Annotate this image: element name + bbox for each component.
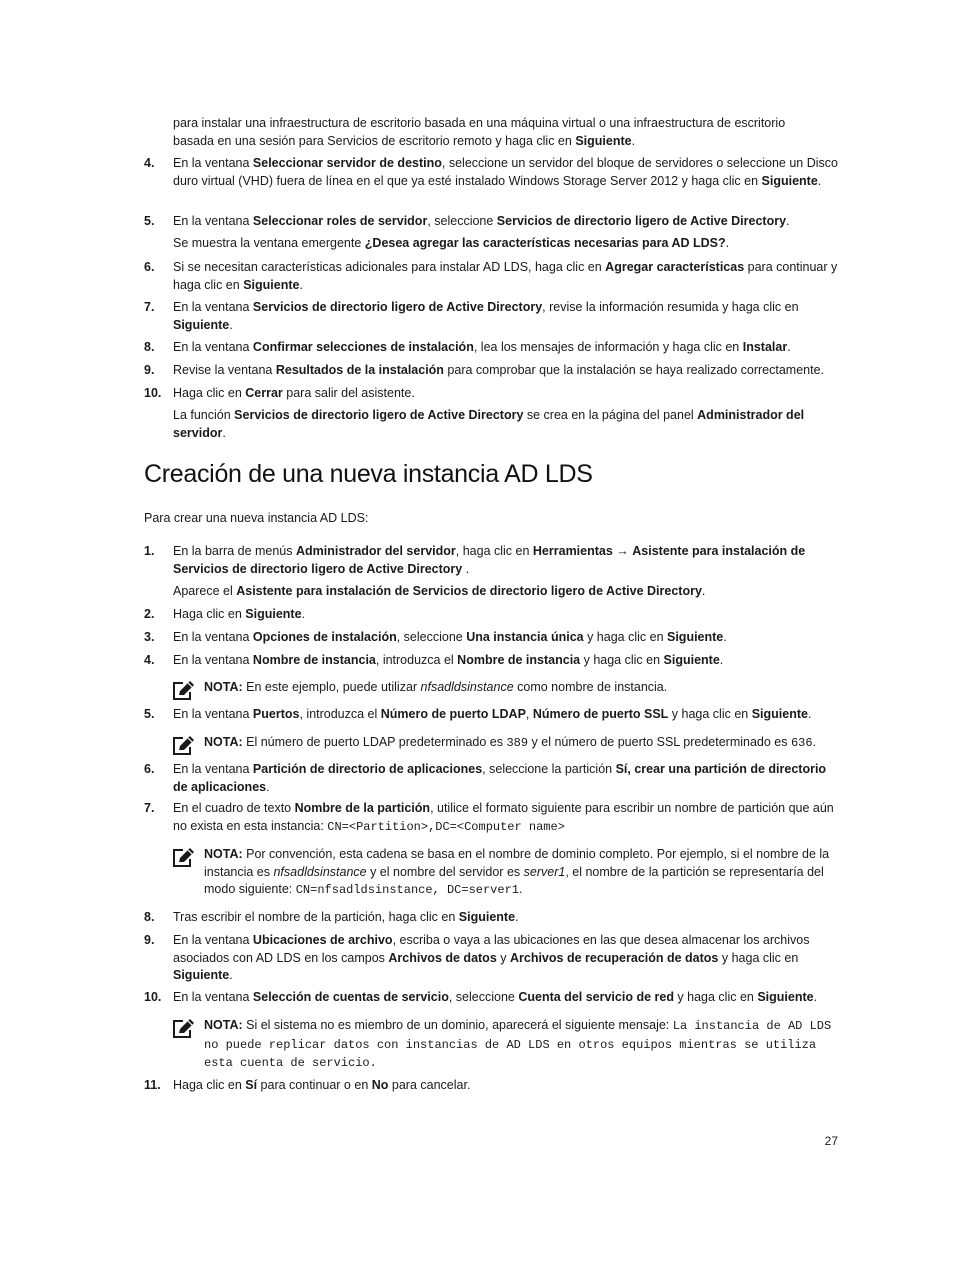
text: Haga clic en — [173, 1078, 246, 1092]
list-number: 4. — [144, 156, 155, 170]
bold-text: Archivos de datos — [388, 950, 497, 965]
bold-text: Siguiente — [245, 607, 302, 621]
list-number: 2. — [144, 607, 155, 621]
text: , seleccione — [396, 630, 467, 644]
bold-text: Selección de cuentas de servicio — [252, 990, 449, 1004]
list-number: 11. — [144, 1078, 161, 1092]
list-number: 9. — [144, 363, 155, 377]
text: , seleccione la partición — [482, 762, 616, 776]
italic-text: nfsadldsinstance — [420, 680, 514, 694]
text: , seleccione — [448, 990, 519, 1004]
text: como nombre de instancia. — [513, 680, 668, 694]
code-text: 389 — [506, 736, 529, 750]
text: La función — [173, 408, 235, 422]
bold-text: Agregar características — [605, 260, 745, 274]
bold-text: Siguiente — [458, 910, 516, 924]
bold-text: Seleccionar servidor de destino — [252, 156, 442, 170]
bold-text: Número de puerto SSL — [532, 707, 669, 721]
bold-text: Siguiente — [173, 317, 230, 332]
text: Haga clic en — [173, 607, 246, 621]
text: En la ventana — [173, 707, 253, 721]
text: y — [496, 950, 510, 965]
note-text — [204, 679, 843, 697]
text: En la barra de menús — [173, 544, 296, 558]
list-number: 5. — [144, 214, 155, 228]
text: y el número de puerto SSL predeterminado es — [528, 735, 791, 749]
list-item-text — [173, 629, 844, 647]
code-text: CN=<Partition>,DC=<Computer name> — [327, 819, 565, 834]
intro-line-1: para instalar una infraestructura de escritorio basada en una máquina virtual o una infraestructura de escritorio — [173, 116, 786, 130]
text: , lea los mensajes de información y haga clic en — [473, 340, 743, 354]
bold-text: Una instancia única — [466, 630, 584, 644]
bold-text: NOTA: — [204, 1018, 243, 1032]
text: En este ejemplo, puede utilizar — [242, 680, 421, 694]
bold-text: Asistente para instalación de Servicios de directorio ligero de Active Directory — [236, 584, 702, 598]
bold-text: Seleccionar roles de servidor — [252, 214, 428, 228]
list-number: 5. — [144, 707, 155, 721]
list-item-text — [173, 155, 844, 190]
list-number: 7. — [144, 801, 155, 815]
list-item-text — [173, 235, 844, 253]
text: En la ventana — [173, 340, 253, 354]
note-pencil-icon — [173, 847, 195, 867]
text: . — [807, 707, 812, 721]
text: En la ventana — [173, 300, 253, 314]
bold-text: Puertos — [252, 707, 300, 721]
text: Revise la ventana — [173, 363, 276, 377]
bold-text: Cerrar — [245, 386, 283, 400]
code-text: CN=nfsadldsinstance, DC=server1 — [295, 883, 519, 897]
note-pencil-icon — [173, 735, 195, 755]
list-number: 8. — [144, 340, 155, 354]
text: Si el sistema no es miembro de un dominio, aparecerá el siguiente mensaje: — [242, 1018, 673, 1032]
text: . — [787, 340, 791, 354]
text: para comprobar que la instalación se haya realizado correctamente. — [443, 363, 825, 377]
text: para salir del asistente. — [282, 386, 415, 400]
bold-text: Confirmar selecciones de instalación — [252, 340, 474, 354]
bold-text: Partición de directorio de aplicaciones — [252, 762, 483, 776]
bold-text: Siguiente — [761, 173, 818, 188]
text: . — [813, 990, 818, 1004]
text: , el nombre de la partición se representaría del modo siguiente: — [204, 864, 824, 896]
bold-text: Siguiente — [667, 630, 724, 644]
text: En la ventana — [173, 933, 253, 947]
bold-text: Nombre de instancia — [252, 653, 376, 667]
text: y haga clic en — [580, 653, 664, 667]
intro-line-2-bold: Siguiente — [575, 133, 632, 148]
text: , escriba o vaya a las ubicaciones en las que desea almacenar los archivos asociados con AD LDS en los campos — [173, 933, 810, 965]
list-item-text — [173, 652, 844, 670]
italic-text: nfsadldsinstance — [273, 864, 367, 879]
list-item-text — [173, 706, 844, 724]
intro-continuation — [173, 115, 843, 150]
bold-text: Nombre de instancia — [457, 653, 581, 667]
bold-text: Archivos de recuperación de datos — [509, 950, 719, 965]
section-title: Creación de una nueva instancia AD LDS — [144, 460, 593, 488]
text: . — [812, 735, 817, 749]
note-pencil-icon — [173, 1018, 195, 1038]
note-pencil-icon — [173, 680, 195, 700]
text: En la ventana — [173, 762, 253, 776]
intro-line-2-end: . — [631, 133, 636, 148]
text: Si se necesitan características adicionales para instalar AD LDS, haga clic en — [173, 260, 606, 274]
text: El número de puerto LDAP predeterminado es — [242, 735, 507, 749]
bold-text: Administrador del servidor — [296, 544, 456, 558]
code-text: 636 — [790, 736, 813, 750]
text: y el nombre del servidor es — [366, 864, 524, 879]
bold-text: NOTA: — [204, 847, 243, 861]
list-number: 9. — [144, 933, 155, 947]
bold-text: Número de puerto LDAP — [380, 707, 526, 721]
bold-text: Servicios de directorio ligero de Active Directory — [496, 214, 787, 228]
page-number: 27 — [824, 1134, 838, 1148]
bold-text: NOTA: — [204, 735, 243, 749]
bold-text: Sí — [245, 1078, 258, 1092]
bold-text: Instalar — [742, 340, 788, 354]
text: . — [786, 214, 790, 228]
list-item-text — [173, 800, 844, 836]
text: . — [229, 968, 233, 982]
list-number: 1. — [144, 544, 155, 558]
text: . — [719, 653, 724, 667]
list-item-text — [173, 299, 844, 334]
list-number: 3. — [144, 630, 155, 644]
list-number: 6. — [144, 260, 155, 274]
text: . — [229, 317, 233, 332]
bold-text: Servicios de directorio ligero de Active Directory — [252, 300, 543, 314]
text: y haga clic en — [673, 990, 758, 1004]
bold-text: Siguiente — [751, 707, 808, 721]
text: Por convención, esta cadena se basa en el nombre de dominio completo. Por ejemplo, si el nombre de la instancia es — [204, 847, 830, 879]
text: , haga clic en — [455, 544, 533, 558]
bold-text: Sí, crear una partición de directorio de aplicaciones — [173, 762, 827, 794]
text: . — [817, 173, 822, 188]
bold-text: Siguiente — [663, 653, 720, 667]
text: . — [301, 607, 306, 621]
text: En la ventana — [173, 630, 253, 644]
text: y haga clic en — [668, 707, 752, 721]
list-item-text — [173, 606, 844, 624]
text: , introduzca el — [375, 653, 458, 667]
text: → — [612, 544, 633, 558]
text: Haga clic en — [173, 386, 246, 400]
text: En la ventana — [173, 653, 253, 667]
bold-text: Asistente para instalación de Servicios de directorio ligero de Active Directory — [173, 544, 806, 576]
intro-line-2-text: basada en una sesión para Servicios de escritorio remoto y haga clic en — [173, 133, 576, 148]
bold-text: Opciones de instalación — [252, 630, 397, 644]
list-number: 7. — [144, 300, 155, 314]
bold-text: Administrador del servidor — [173, 408, 805, 440]
section-intro: Para crear una nueva instancia AD LDS: — [144, 511, 369, 525]
bold-text: Servicios de directorio ligero de Active Directory — [234, 408, 524, 422]
list-item-text — [173, 1077, 844, 1095]
text: y haga clic en — [718, 950, 799, 965]
text: para cancelar. — [388, 1078, 471, 1092]
bold-text: NOTA: — [204, 680, 243, 694]
text: para continuar o en — [257, 1078, 372, 1092]
text: para continuar y haga clic en — [173, 260, 838, 292]
bold-text: Siguiente — [757, 990, 814, 1004]
list-number: 6. — [144, 762, 155, 776]
text: , seleccione un servidor del bloque de servidores o seleccione un Disco duro virtual (VHD) fuera de línea en el que ya esté instalado Windows Storage Server 2012 y haga clic en — [173, 156, 838, 188]
list-item-text — [173, 213, 844, 231]
list-number: 4. — [144, 653, 155, 667]
text: , — [525, 707, 533, 721]
text: . — [222, 425, 226, 440]
list-item-text — [173, 909, 844, 927]
text: , introduzca el — [299, 707, 381, 721]
text: . — [266, 779, 270, 794]
bold-text: Cuenta del servicio de red — [518, 990, 674, 1004]
text: . — [725, 236, 730, 250]
italic-text: server1 — [523, 864, 566, 879]
list-item-text — [173, 932, 844, 985]
list-item-text — [173, 761, 844, 796]
text: En el cuadro de texto — [173, 801, 295, 815]
list-item-text — [173, 583, 844, 601]
note-text — [204, 734, 843, 753]
text: , revise la información resumida y haga clic en — [542, 300, 799, 314]
bold-text: Herramientas — [532, 544, 613, 558]
text: . — [701, 584, 706, 598]
text: En la ventana — [173, 156, 253, 170]
list-item-text — [173, 339, 844, 357]
list-item-text — [173, 362, 844, 380]
text: Aparece el — [173, 584, 237, 598]
list-number: 10. — [144, 386, 162, 400]
text: En la ventana — [173, 214, 253, 228]
text: En la ventana — [173, 990, 253, 1004]
text: . — [515, 910, 519, 924]
list-item-text — [173, 543, 844, 578]
text: . — [299, 277, 303, 292]
note-text — [204, 1017, 843, 1073]
text: . — [723, 630, 727, 644]
intro-line-2 — [173, 133, 843, 151]
bold-text: Resultados de la instalación — [275, 363, 444, 377]
bold-text: Siguiente — [173, 968, 230, 982]
list-item-text — [173, 407, 844, 442]
bold-text: Ubicaciones de archivo — [252, 933, 393, 947]
text: Se muestra la ventana emergente — [173, 236, 365, 250]
list-item-text — [173, 385, 844, 403]
code-text: La instancia de AD LDS no puede replicar datos con instancias de AD LDS en otros equipos mientras se utiliza esta cuenta de servicio. — [204, 1019, 832, 1070]
list-number: 8. — [144, 910, 155, 924]
bold-text: Siguiente — [243, 277, 300, 292]
list-number: 10. — [144, 990, 162, 1004]
bold-text: Nombre de la partición — [294, 801, 431, 815]
text: se crea en la página del panel — [523, 408, 698, 422]
text: , utilice el formato siguiente para escribir un nombre de partición que aún no exista en esta instancia: — [173, 801, 834, 833]
bold-text: ¿Desea agregar las características necesarias para AD LDS? — [364, 236, 726, 250]
text: Tras escribir el nombre de la partición, haga clic en — [173, 910, 459, 924]
list-item-text — [173, 989, 844, 1007]
note-text — [204, 846, 843, 900]
list-item-text — [173, 259, 844, 294]
text: . — [462, 561, 470, 576]
text: y haga clic en — [583, 630, 667, 644]
text: . — [518, 882, 523, 896]
bold-text: No — [371, 1078, 389, 1092]
text: , seleccione — [427, 214, 497, 228]
